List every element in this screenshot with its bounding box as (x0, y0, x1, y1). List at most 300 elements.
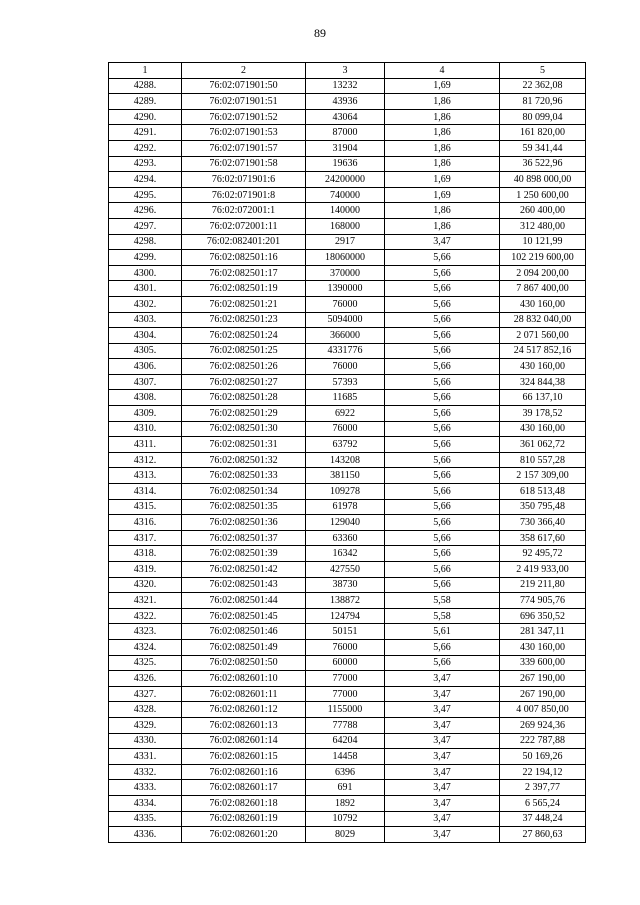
row-number-cell: 4300. (109, 265, 182, 281)
row-number-cell: 4307. (109, 374, 182, 390)
rate-cell: 5,66 (385, 452, 500, 468)
row-number-cell: 4294. (109, 172, 182, 188)
rate-cell: 3,47 (385, 234, 500, 250)
rate-cell: 5,66 (385, 312, 500, 328)
table-row (109, 78, 586, 94)
cadastral-number-cell: 76:02:082501:46 (182, 624, 306, 640)
table-row (109, 764, 586, 780)
area-cell: 6396 (306, 764, 385, 780)
value-cell: 430 160,00 (500, 421, 586, 437)
value-cell: 810 557,28 (500, 452, 586, 468)
value-cell: 361 062,72 (500, 437, 586, 453)
table-row (109, 281, 586, 297)
row-number-cell: 4308. (109, 390, 182, 406)
rate-cell: 5,66 (385, 562, 500, 578)
table-row (109, 484, 586, 500)
row-number-cell: 4334. (109, 795, 182, 811)
cadastral-number-cell: 76:02:082501:36 (182, 515, 306, 531)
cadastral-number-cell: 76:02:071901:57 (182, 140, 306, 156)
table-row (109, 546, 586, 562)
row-number-cell: 4331. (109, 749, 182, 765)
row-number-cell: 4309. (109, 406, 182, 422)
table-row (109, 452, 586, 468)
table-row (109, 94, 586, 110)
value-cell: 2 094 200,00 (500, 265, 586, 281)
area-cell: 6922 (306, 406, 385, 422)
area-cell: 1155000 (306, 702, 385, 718)
table-row (109, 717, 586, 733)
table-row (109, 312, 586, 328)
cadastral-number-cell: 76:02:071901:58 (182, 156, 306, 172)
area-cell: 168000 (306, 218, 385, 234)
rate-cell: 5,66 (385, 328, 500, 344)
column-header: 1 (109, 63, 182, 79)
row-number-cell: 4306. (109, 359, 182, 375)
value-cell: 39 178,52 (500, 406, 586, 422)
value-cell: 2 419 933,00 (500, 562, 586, 578)
value-cell: 102 219 600,00 (500, 250, 586, 266)
value-cell: 40 898 000,00 (500, 172, 586, 188)
table-row (109, 328, 586, 344)
cadastral-number-cell: 76:02:071901:6 (182, 172, 306, 188)
table-row (109, 109, 586, 125)
value-cell: 59 341,44 (500, 140, 586, 156)
row-number-cell: 4330. (109, 733, 182, 749)
value-cell: 27 860,63 (500, 827, 586, 843)
value-cell: 267 190,00 (500, 671, 586, 687)
area-cell: 87000 (306, 125, 385, 141)
value-cell: 80 099,04 (500, 109, 586, 125)
table-row (109, 265, 586, 281)
value-cell: 430 160,00 (500, 296, 586, 312)
table-row (109, 639, 586, 655)
rate-cell: 5,66 (385, 250, 500, 266)
cadastral-number-cell: 76:02:082501:50 (182, 655, 306, 671)
area-cell: 14458 (306, 749, 385, 765)
cadastral-number-cell: 76:02:082501:21 (182, 296, 306, 312)
cadastral-number-cell: 76:02:082501:44 (182, 593, 306, 609)
rate-cell: 1,86 (385, 203, 500, 219)
cadastral-number-cell: 76:02:082601:11 (182, 686, 306, 702)
table-row (109, 562, 586, 578)
value-cell: 24 517 852,16 (500, 343, 586, 359)
rate-cell: 1,86 (385, 125, 500, 141)
rate-cell: 1,86 (385, 109, 500, 125)
area-cell: 11685 (306, 390, 385, 406)
column-header: 3 (306, 63, 385, 79)
cadastral-number-cell: 76:02:082501:24 (182, 328, 306, 344)
cadastral-number-cell: 76:02:082601:15 (182, 749, 306, 765)
row-number-cell: 4299. (109, 250, 182, 266)
rate-cell: 3,47 (385, 733, 500, 749)
column-header: 5 (500, 63, 586, 79)
value-cell: 2 397,77 (500, 780, 586, 796)
rate-cell: 3,47 (385, 749, 500, 765)
table-row (109, 811, 586, 827)
area-cell: 77000 (306, 671, 385, 687)
rate-cell: 5,66 (385, 499, 500, 515)
area-cell: 63360 (306, 530, 385, 546)
row-number-cell: 4317. (109, 530, 182, 546)
row-number-cell: 4335. (109, 811, 182, 827)
table-row (109, 795, 586, 811)
table-row (109, 468, 586, 484)
rate-cell: 3,47 (385, 717, 500, 733)
value-cell: 774 905,76 (500, 593, 586, 609)
table-row (109, 140, 586, 156)
cadastral-number-cell: 76:02:082501:34 (182, 484, 306, 500)
value-cell: 696 350,52 (500, 608, 586, 624)
area-cell: 76000 (306, 639, 385, 655)
cadastral-number-cell: 76:02:082501:27 (182, 374, 306, 390)
value-cell: 2 071 560,00 (500, 328, 586, 344)
value-cell: 81 720,96 (500, 94, 586, 110)
value-cell: 36 522,96 (500, 156, 586, 172)
table-row (109, 156, 586, 172)
row-number-cell: 4327. (109, 686, 182, 702)
table-row (109, 203, 586, 219)
cadastral-number-cell: 76:02:082501:43 (182, 577, 306, 593)
value-cell: 50 169,26 (500, 749, 586, 765)
rate-cell: 5,66 (385, 546, 500, 562)
table-row (109, 530, 586, 546)
rate-cell: 5,66 (385, 437, 500, 453)
area-cell: 64204 (306, 733, 385, 749)
cadastral-number-cell: 76:02:082601:12 (182, 702, 306, 718)
value-cell: 37 448,24 (500, 811, 586, 827)
value-cell: 22 194,12 (500, 764, 586, 780)
cadastral-number-cell: 76:02:082601:10 (182, 671, 306, 687)
area-cell: 366000 (306, 328, 385, 344)
row-number-cell: 4332. (109, 764, 182, 780)
rate-cell: 1,69 (385, 78, 500, 94)
row-number-cell: 4296. (109, 203, 182, 219)
row-number-cell: 4302. (109, 296, 182, 312)
table-row (109, 296, 586, 312)
page-number: 89 (314, 26, 326, 40)
rate-cell: 5,66 (385, 639, 500, 655)
area-cell: 5094000 (306, 312, 385, 328)
value-cell: 10 121,99 (500, 234, 586, 250)
table-row (109, 702, 586, 718)
row-number-cell: 4323. (109, 624, 182, 640)
area-cell: 10792 (306, 811, 385, 827)
row-number-cell: 4305. (109, 343, 182, 359)
row-number-cell: 4325. (109, 655, 182, 671)
area-cell: 63792 (306, 437, 385, 453)
value-cell: 6 565,24 (500, 795, 586, 811)
value-cell: 281 347,11 (500, 624, 586, 640)
table-row (109, 421, 586, 437)
cadastral-number-cell: 76:02:071901:53 (182, 125, 306, 141)
row-number-cell: 4310. (109, 421, 182, 437)
row-number-cell: 4329. (109, 717, 182, 733)
row-number-cell: 4295. (109, 187, 182, 203)
rate-cell: 1,86 (385, 218, 500, 234)
table-row (109, 624, 586, 640)
area-cell: 138872 (306, 593, 385, 609)
rate-cell: 5,61 (385, 624, 500, 640)
table-row (109, 733, 586, 749)
row-number-cell: 4298. (109, 234, 182, 250)
rate-cell: 5,66 (385, 343, 500, 359)
rate-cell: 5,66 (385, 265, 500, 281)
rate-cell: 5,66 (385, 468, 500, 484)
area-cell: 60000 (306, 655, 385, 671)
rate-cell: 3,47 (385, 811, 500, 827)
area-cell: 76000 (306, 296, 385, 312)
row-number-cell: 4313. (109, 468, 182, 484)
rate-cell: 5,66 (385, 359, 500, 375)
row-number-cell: 4336. (109, 827, 182, 843)
value-cell: 267 190,00 (500, 686, 586, 702)
cadastral-number-cell: 76:02:082501:26 (182, 359, 306, 375)
area-cell: 8029 (306, 827, 385, 843)
row-number-cell: 4328. (109, 702, 182, 718)
row-number-cell: 4311. (109, 437, 182, 453)
cadastral-number-cell: 76:02:082501:29 (182, 406, 306, 422)
table-row (109, 125, 586, 141)
area-cell: 4331776 (306, 343, 385, 359)
area-cell: 140000 (306, 203, 385, 219)
cadastral-number-cell: 76:02:082501:16 (182, 250, 306, 266)
rate-cell: 5,66 (385, 577, 500, 593)
area-cell: 57393 (306, 374, 385, 390)
table-row (109, 608, 586, 624)
rate-cell: 3,47 (385, 671, 500, 687)
rate-cell: 5,66 (385, 406, 500, 422)
rate-cell: 5,66 (385, 655, 500, 671)
value-cell: 92 495,72 (500, 546, 586, 562)
row-number-cell: 4291. (109, 125, 182, 141)
row-number-cell: 4318. (109, 546, 182, 562)
table-row (109, 749, 586, 765)
area-cell: 43064 (306, 109, 385, 125)
row-number-cell: 4290. (109, 109, 182, 125)
area-cell: 1390000 (306, 281, 385, 297)
cadastral-number-cell: 76:02:082501:49 (182, 639, 306, 655)
area-cell: 31904 (306, 140, 385, 156)
cadastral-number-cell: 76:02:082501:28 (182, 390, 306, 406)
value-cell: 161 820,00 (500, 125, 586, 141)
cadastral-number-cell: 76:02:082501:30 (182, 421, 306, 437)
table-row (109, 437, 586, 453)
cadastral-number-cell: 76:02:082501:31 (182, 437, 306, 453)
area-cell: 427550 (306, 562, 385, 578)
table-row (109, 343, 586, 359)
rate-cell: 3,47 (385, 795, 500, 811)
rate-cell: 5,66 (385, 515, 500, 531)
value-cell: 618 513,48 (500, 484, 586, 500)
row-number-cell: 4322. (109, 608, 182, 624)
value-cell: 2 157 309,00 (500, 468, 586, 484)
table-row (109, 515, 586, 531)
area-cell: 18060000 (306, 250, 385, 266)
table-row (109, 234, 586, 250)
area-cell: 370000 (306, 265, 385, 281)
cadastral-number-cell: 76:02:082601:16 (182, 764, 306, 780)
area-cell: 24200000 (306, 172, 385, 188)
area-cell: 1892 (306, 795, 385, 811)
table-body (109, 78, 586, 842)
value-cell: 324 844,38 (500, 374, 586, 390)
value-cell: 339 600,00 (500, 655, 586, 671)
data-table (108, 62, 586, 843)
rate-cell: 5,66 (385, 296, 500, 312)
table-row (109, 390, 586, 406)
cadastral-number-cell: 76:02:082501:32 (182, 452, 306, 468)
value-cell: 358 617,60 (500, 530, 586, 546)
row-number-cell: 4316. (109, 515, 182, 531)
cadastral-number-cell: 76:02:082501:25 (182, 343, 306, 359)
cadastral-number-cell: 76:02:082601:19 (182, 811, 306, 827)
value-cell: 430 160,00 (500, 639, 586, 655)
table-row (109, 827, 586, 843)
value-cell: 312 480,00 (500, 218, 586, 234)
rate-cell: 1,86 (385, 140, 500, 156)
table-row (109, 780, 586, 796)
value-cell: 7 867 400,00 (500, 281, 586, 297)
table-row (109, 655, 586, 671)
area-cell: 143208 (306, 452, 385, 468)
cadastral-number-cell: 76:02:071901:52 (182, 109, 306, 125)
area-cell: 19636 (306, 156, 385, 172)
row-number-cell: 4292. (109, 140, 182, 156)
cadastral-number-cell: 76:02:082601:17 (182, 780, 306, 796)
row-number-cell: 4320. (109, 577, 182, 593)
area-cell: 740000 (306, 187, 385, 203)
area-cell: 43936 (306, 94, 385, 110)
value-cell: 430 160,00 (500, 359, 586, 375)
cadastral-number-cell: 76:02:071901:50 (182, 78, 306, 94)
cadastral-number-cell: 76:02:082501:23 (182, 312, 306, 328)
row-number-cell: 4297. (109, 218, 182, 234)
rate-cell: 5,66 (385, 484, 500, 500)
rate-cell: 3,47 (385, 827, 500, 843)
table-row (109, 406, 586, 422)
area-cell: 109278 (306, 484, 385, 500)
row-number-cell: 4304. (109, 328, 182, 344)
cadastral-number-cell: 76:02:082501:42 (182, 562, 306, 578)
area-cell: 76000 (306, 421, 385, 437)
cadastral-number-cell: 76:02:082501:19 (182, 281, 306, 297)
rate-cell: 5,66 (385, 281, 500, 297)
area-cell: 2917 (306, 234, 385, 250)
rate-cell: 3,47 (385, 780, 500, 796)
rate-cell: 1,86 (385, 156, 500, 172)
row-number-cell: 4315. (109, 499, 182, 515)
area-cell: 76000 (306, 359, 385, 375)
table-row (109, 250, 586, 266)
value-cell: 1 250 600,00 (500, 187, 586, 203)
cadastral-number-cell: 76:02:082601:18 (182, 795, 306, 811)
row-number-cell: 4314. (109, 484, 182, 500)
table-row (109, 593, 586, 609)
cadastral-number-cell: 76:02:082601:14 (182, 733, 306, 749)
area-cell: 50151 (306, 624, 385, 640)
area-cell: 16342 (306, 546, 385, 562)
area-cell: 124794 (306, 608, 385, 624)
cadastral-number-cell: 76:02:082501:35 (182, 499, 306, 515)
rate-cell: 3,47 (385, 702, 500, 718)
cadastral-number-cell: 76:02:082501:17 (182, 265, 306, 281)
column-header: 2 (182, 63, 306, 79)
value-cell: 260 400,00 (500, 203, 586, 219)
value-cell: 219 211,80 (500, 577, 586, 593)
rate-cell: 1,69 (385, 187, 500, 203)
value-cell: 22 362,08 (500, 78, 586, 94)
row-number-cell: 4321. (109, 593, 182, 609)
row-number-cell: 4326. (109, 671, 182, 687)
rate-cell: 5,58 (385, 608, 500, 624)
area-cell: 691 (306, 780, 385, 796)
value-cell: 4 007 850,00 (500, 702, 586, 718)
cadastral-number-cell: 76:02:082501:39 (182, 546, 306, 562)
area-cell: 129040 (306, 515, 385, 531)
value-cell: 269 924,36 (500, 717, 586, 733)
row-number-cell: 4301. (109, 281, 182, 297)
cadastral-number-cell: 76:02:082501:37 (182, 530, 306, 546)
rate-cell: 5,66 (385, 390, 500, 406)
area-cell: 13232 (306, 78, 385, 94)
value-cell: 66 137,10 (500, 390, 586, 406)
cadastral-number-cell: 76:02:082501:33 (182, 468, 306, 484)
rate-cell: 3,47 (385, 686, 500, 702)
cadastral-number-cell: 76:02:082601:13 (182, 717, 306, 733)
table-row (109, 499, 586, 515)
table-row (109, 359, 586, 375)
row-number-cell: 4288. (109, 78, 182, 94)
rate-cell: 5,66 (385, 421, 500, 437)
rate-cell: 1,69 (385, 172, 500, 188)
area-cell: 77788 (306, 717, 385, 733)
table-row (109, 218, 586, 234)
row-number-cell: 4293. (109, 156, 182, 172)
table-row (109, 671, 586, 687)
cadastral-number-cell: 76:02:082501:45 (182, 608, 306, 624)
cadastral-number-cell: 76:02:072001:1 (182, 203, 306, 219)
row-number-cell: 4333. (109, 780, 182, 796)
value-cell: 222 787,88 (500, 733, 586, 749)
cadastral-number-cell: 76:02:071901:8 (182, 187, 306, 203)
header-row (109, 63, 586, 79)
area-cell: 381150 (306, 468, 385, 484)
table-row (109, 187, 586, 203)
table-row (109, 577, 586, 593)
row-number-cell: 4303. (109, 312, 182, 328)
table-row (109, 686, 586, 702)
rate-cell: 5,58 (385, 593, 500, 609)
row-number-cell: 4324. (109, 639, 182, 655)
rate-cell: 1,86 (385, 94, 500, 110)
value-cell: 350 795,48 (500, 499, 586, 515)
value-cell: 730 366,40 (500, 515, 586, 531)
column-header: 4 (385, 63, 500, 79)
table-row (109, 374, 586, 390)
area-cell: 38730 (306, 577, 385, 593)
cadastral-number-cell: 76:02:082401:201 (182, 234, 306, 250)
row-number-cell: 4289. (109, 94, 182, 110)
rate-cell: 5,66 (385, 530, 500, 546)
cadastral-number-cell: 76:02:071901:51 (182, 94, 306, 110)
value-cell: 28 832 040,00 (500, 312, 586, 328)
row-number-cell: 4312. (109, 452, 182, 468)
table-row (109, 172, 586, 188)
cadastral-number-cell: 76:02:082601:20 (182, 827, 306, 843)
row-number-cell: 4319. (109, 562, 182, 578)
area-cell: 77000 (306, 686, 385, 702)
rate-cell: 3,47 (385, 764, 500, 780)
